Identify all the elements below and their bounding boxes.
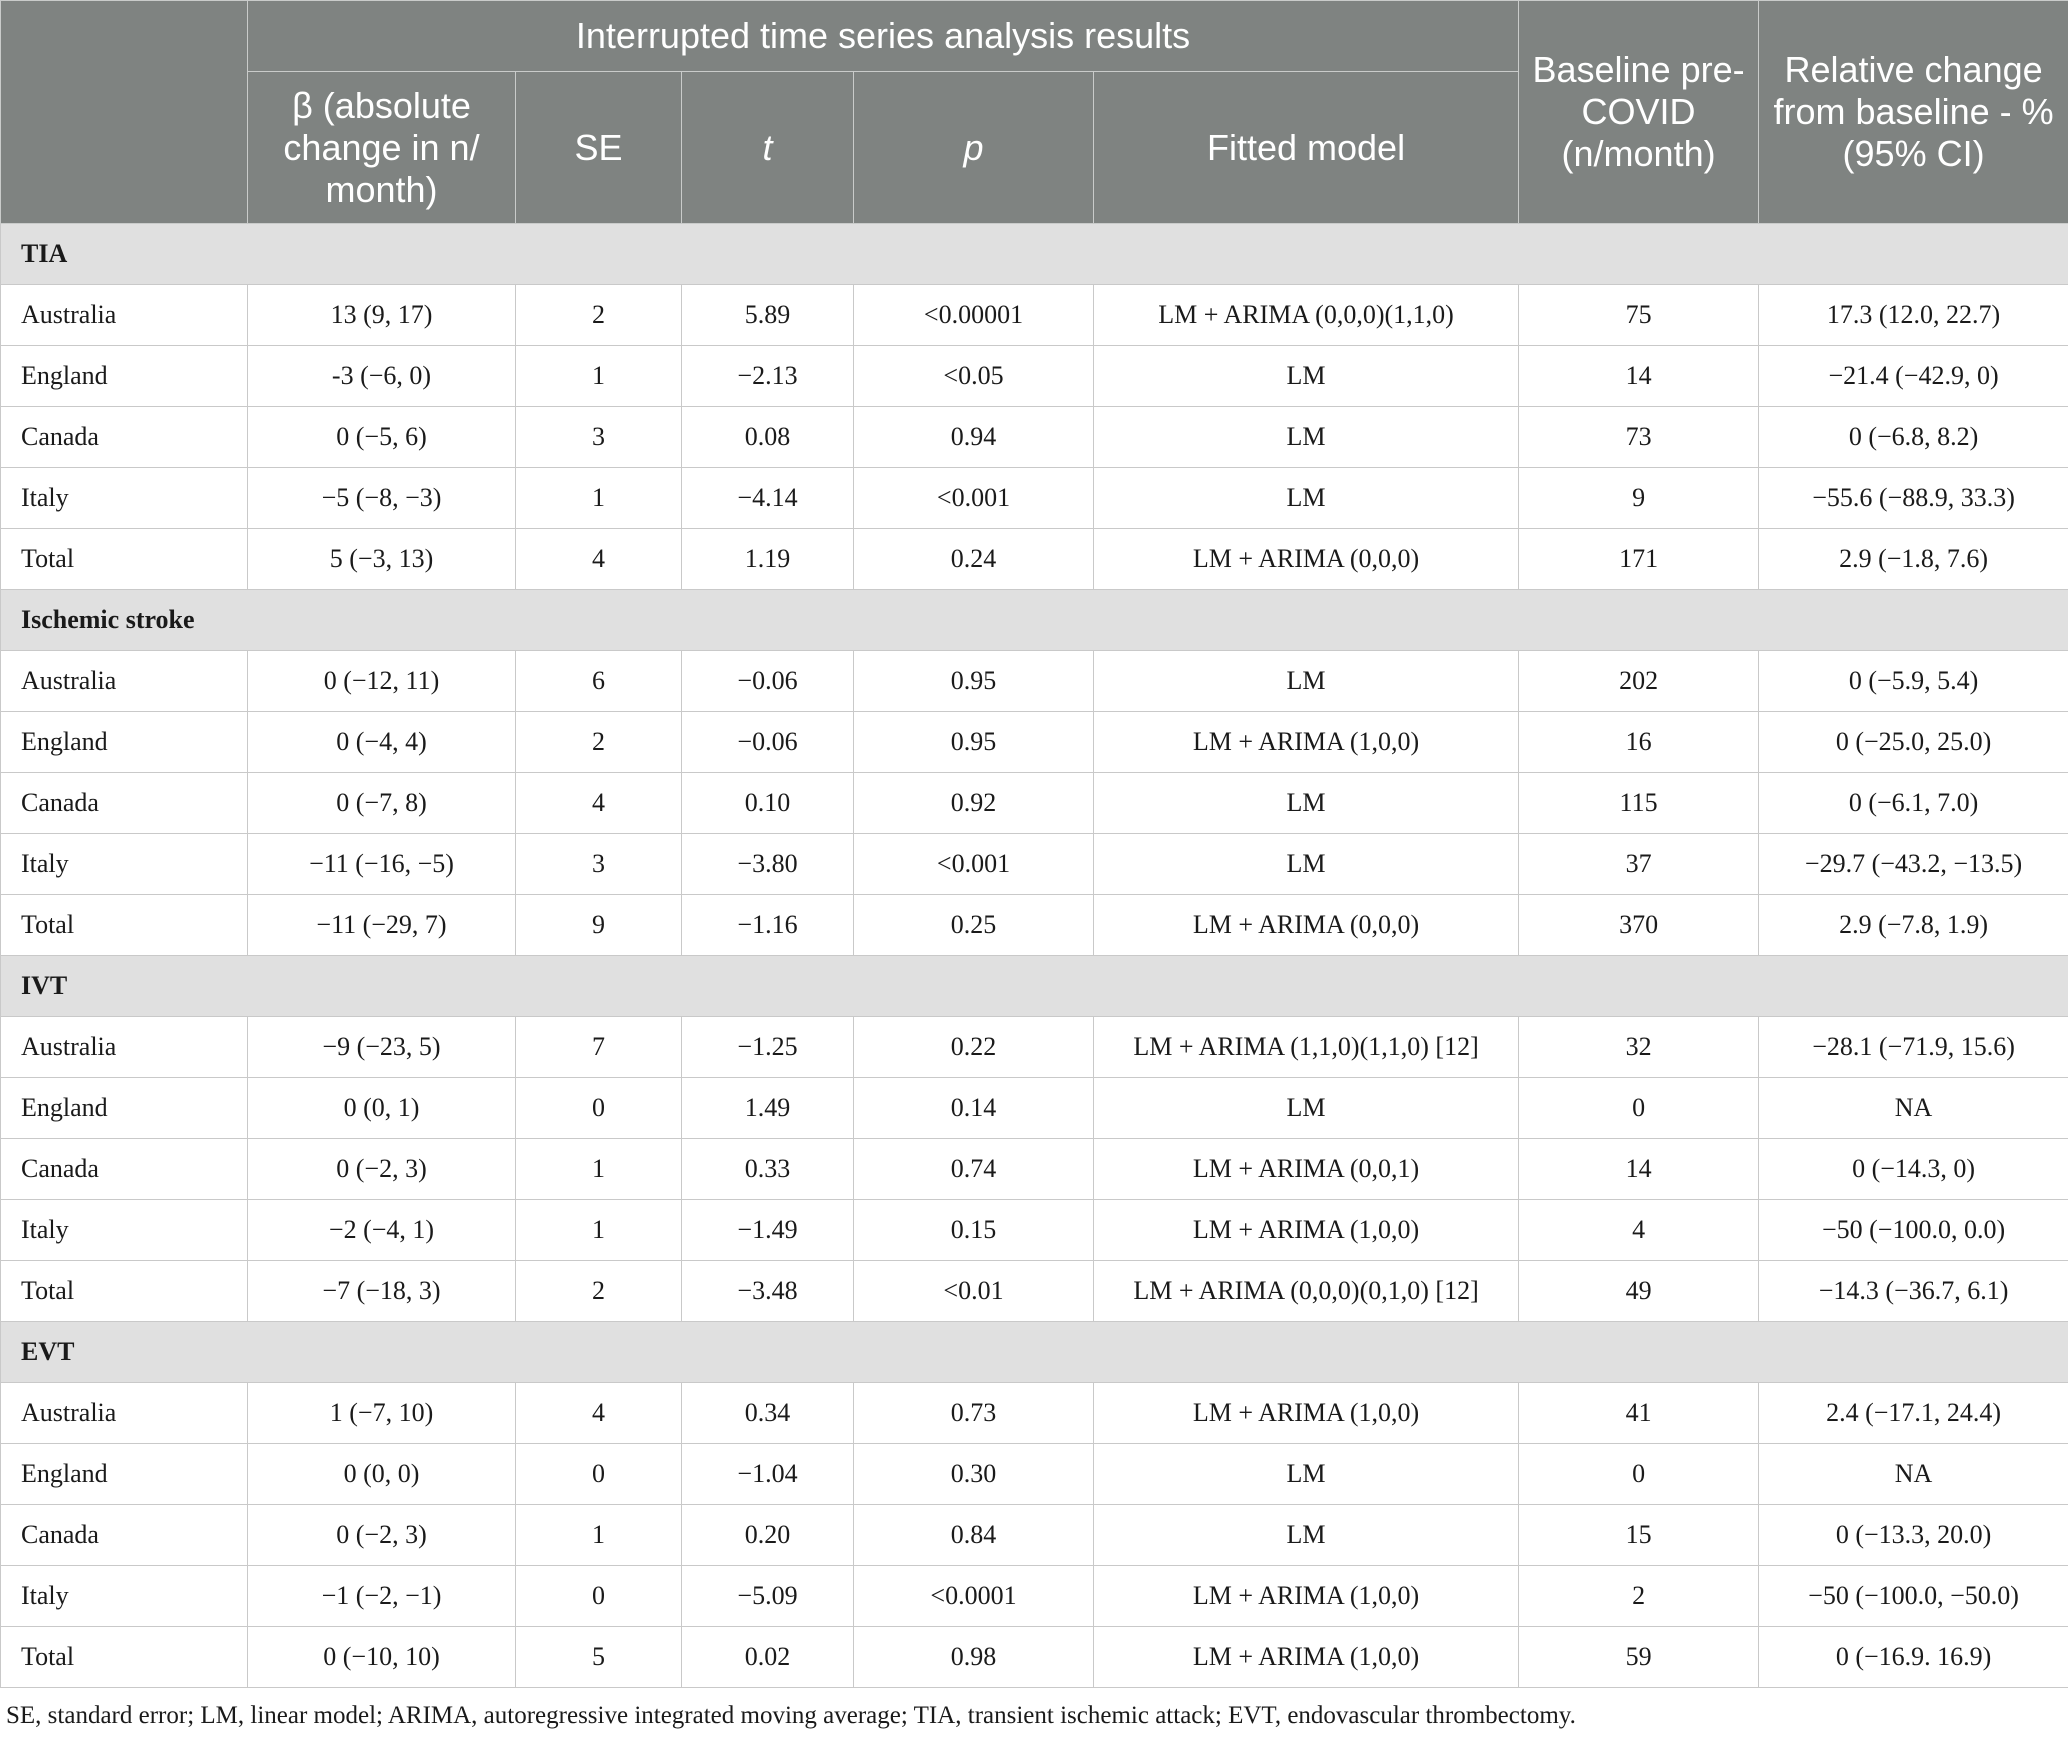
- table-row: [1, 468, 2068, 529]
- section-title: IVT: [1, 956, 2068, 1017]
- table-row: [1, 1078, 2068, 1139]
- section-title: EVT: [1, 1322, 2068, 1383]
- table-row: [1, 712, 2068, 773]
- cell-p: <0.001: [854, 468, 1094, 529]
- cell-fitted-model: LM: [1094, 773, 1519, 834]
- cell-t: −1.04: [682, 1444, 854, 1505]
- cell-relative-change: −55.6 (−88.9, 33.3): [1759, 468, 2068, 529]
- cell-baseline: 37: [1519, 834, 1759, 895]
- cell-baseline: 202: [1519, 651, 1759, 712]
- section-header-row: [1, 590, 2068, 651]
- cell-fitted-model: LM: [1094, 1078, 1519, 1139]
- header-group-title: Interrupted time series analysis results: [248, 1, 1519, 72]
- cell-beta: 0 (−2, 3): [248, 1139, 516, 1200]
- cell-p: 0.98: [854, 1627, 1094, 1688]
- cell-relative-change: 0 (−13.3, 20.0): [1759, 1505, 2068, 1566]
- cell-se: 2: [516, 1261, 682, 1322]
- cell-baseline: 73: [1519, 407, 1759, 468]
- cell-relative-change: 17.3 (12.0, 22.7): [1759, 285, 2068, 346]
- cell-p: 0.74: [854, 1139, 1094, 1200]
- cell-beta: −5 (−8, −3): [248, 468, 516, 529]
- cell-beta: −2 (−4, 1): [248, 1200, 516, 1261]
- cell-beta: 0 (−10, 10): [248, 1627, 516, 1688]
- table-row: [1, 1017, 2068, 1078]
- table-row: [1, 1444, 2068, 1505]
- cell-p: 0.92: [854, 773, 1094, 834]
- cell-t: −0.06: [682, 712, 854, 773]
- cell-fitted-model: LM + ARIMA (0,0,0): [1094, 895, 1519, 956]
- header-t: t: [682, 72, 854, 224]
- cell-fitted-model: LM: [1094, 1505, 1519, 1566]
- cell-se: 5: [516, 1627, 682, 1688]
- cell-country: Canada: [1, 1505, 248, 1566]
- cell-fitted-model: LM + ARIMA (1,0,0): [1094, 712, 1519, 773]
- cell-relative-change: 0 (−25.0, 25.0): [1759, 712, 2068, 773]
- cell-fitted-model: LM: [1094, 834, 1519, 895]
- cell-baseline: 0: [1519, 1078, 1759, 1139]
- table-row: [1, 1627, 2068, 1688]
- cell-country: Total: [1, 1627, 248, 1688]
- cell-country: Canada: [1, 407, 248, 468]
- section-header-row: [1, 224, 2068, 285]
- cell-relative-change: −29.7 (−43.2, −13.5): [1759, 834, 2068, 895]
- table-row: [1, 834, 2068, 895]
- cell-t: −4.14: [682, 468, 854, 529]
- cell-baseline: 59: [1519, 1627, 1759, 1688]
- cell-p: 0.95: [854, 651, 1094, 712]
- cell-beta: 5 (−3, 13): [248, 529, 516, 590]
- table-row: [1, 895, 2068, 956]
- cell-country: Total: [1, 529, 248, 590]
- cell-country: England: [1, 346, 248, 407]
- cell-relative-change: NA: [1759, 1078, 2068, 1139]
- cell-country: Italy: [1, 1200, 248, 1261]
- cell-se: 0: [516, 1444, 682, 1505]
- cell-t: 0.33: [682, 1139, 854, 1200]
- cell-country: Canada: [1, 773, 248, 834]
- cell-p: 0.15: [854, 1200, 1094, 1261]
- cell-p: 0.94: [854, 407, 1094, 468]
- header-se: SE: [516, 72, 682, 224]
- cell-t: 0.02: [682, 1627, 854, 1688]
- cell-t: 5.89: [682, 285, 854, 346]
- cell-relative-change: 2.4 (−17.1, 24.4): [1759, 1383, 2068, 1444]
- table-row: [1, 529, 2068, 590]
- cell-beta: 0 (0, 0): [248, 1444, 516, 1505]
- cell-t: 0.20: [682, 1505, 854, 1566]
- cell-se: 1: [516, 346, 682, 407]
- cell-fitted-model: LM + ARIMA (0,0,0)(1,1,0): [1094, 285, 1519, 346]
- cell-se: 0: [516, 1078, 682, 1139]
- cell-beta: 0 (−7, 8): [248, 773, 516, 834]
- cell-se: 1: [516, 1139, 682, 1200]
- table-body: [1, 224, 2068, 1688]
- cell-beta: -3 (−6, 0): [248, 346, 516, 407]
- cell-p: 0.25: [854, 895, 1094, 956]
- cell-beta: −11 (−29, 7): [248, 895, 516, 956]
- table-row: [1, 285, 2068, 346]
- cell-t: 0.08: [682, 407, 854, 468]
- cell-fitted-model: LM + ARIMA (1,0,0): [1094, 1566, 1519, 1627]
- cell-se: 2: [516, 712, 682, 773]
- cell-t: 0.34: [682, 1383, 854, 1444]
- cell-se: 1: [516, 1505, 682, 1566]
- cell-baseline: 32: [1519, 1017, 1759, 1078]
- cell-relative-change: 0 (−16.9. 16.9): [1759, 1627, 2068, 1688]
- footnote: SE, standard error; LM, linear model; ARIMA, autoregressive integrated moving average; TIA, transient ischemic attack; EVT, endovascular thrombectomy.: [6, 1702, 1576, 1729]
- cell-t: −2.13: [682, 346, 854, 407]
- cell-baseline: 15: [1519, 1505, 1759, 1566]
- cell-relative-change: 2.9 (−1.8, 7.6): [1759, 529, 2068, 590]
- cell-p: 0.22: [854, 1017, 1094, 1078]
- cell-country: England: [1, 1444, 248, 1505]
- table-row: [1, 407, 2068, 468]
- cell-baseline: 4: [1519, 1200, 1759, 1261]
- cell-country: England: [1, 1078, 248, 1139]
- cell-se: 3: [516, 834, 682, 895]
- cell-p: <0.0001: [854, 1566, 1094, 1627]
- cell-baseline: 16: [1519, 712, 1759, 773]
- table-row: [1, 1261, 2068, 1322]
- cell-relative-change: 0 (−5.9, 5.4): [1759, 651, 2068, 712]
- cell-relative-change: 0 (−14.3, 0): [1759, 1139, 2068, 1200]
- cell-t: −1.49: [682, 1200, 854, 1261]
- cell-relative-change: 0 (−6.1, 7.0): [1759, 773, 2068, 834]
- cell-country: Total: [1, 895, 248, 956]
- cell-beta: −7 (−18, 3): [248, 1261, 516, 1322]
- cell-beta: −11 (−16, −5): [248, 834, 516, 895]
- cell-se: 3: [516, 407, 682, 468]
- cell-baseline: 115: [1519, 773, 1759, 834]
- cell-fitted-model: LM + ARIMA (1,0,0): [1094, 1627, 1519, 1688]
- cell-p: <0.001: [854, 834, 1094, 895]
- table-row: [1, 773, 2068, 834]
- cell-p: 0.14: [854, 1078, 1094, 1139]
- cell-fitted-model: LM + ARIMA (1,1,0)(1,1,0) [12]: [1094, 1017, 1519, 1078]
- cell-fitted-model: LM + ARIMA (1,0,0): [1094, 1383, 1519, 1444]
- cell-t: 1.19: [682, 529, 854, 590]
- cell-country: Australia: [1, 1383, 248, 1444]
- cell-baseline: 9: [1519, 468, 1759, 529]
- cell-fitted-model: LM: [1094, 407, 1519, 468]
- cell-se: 4: [516, 773, 682, 834]
- cell-se: 9: [516, 895, 682, 956]
- cell-se: 4: [516, 1383, 682, 1444]
- cell-beta: 1 (−7, 10): [248, 1383, 516, 1444]
- cell-beta: 0 (−12, 11): [248, 651, 516, 712]
- cell-country: Australia: [1, 1017, 248, 1078]
- table-row: [1, 1200, 2068, 1261]
- cell-relative-change: −28.1 (−71.9, 15.6): [1759, 1017, 2068, 1078]
- cell-p: 0.95: [854, 712, 1094, 773]
- cell-country: Italy: [1, 1566, 248, 1627]
- cell-baseline: 171: [1519, 529, 1759, 590]
- cell-country: Australia: [1, 651, 248, 712]
- cell-t: 0.10: [682, 773, 854, 834]
- cell-relative-change: NA: [1759, 1444, 2068, 1505]
- cell-beta: 0 (−2, 3): [248, 1505, 516, 1566]
- cell-beta: 0 (0, 1): [248, 1078, 516, 1139]
- cell-fitted-model: LM + ARIMA (0,0,0)(0,1,0) [12]: [1094, 1261, 1519, 1322]
- cell-beta: 0 (−5, 6): [248, 407, 516, 468]
- cell-beta: 0 (−4, 4): [248, 712, 516, 773]
- cell-t: −3.80: [682, 834, 854, 895]
- cell-baseline: 14: [1519, 346, 1759, 407]
- header-fitted-model: Fitted model: [1094, 72, 1519, 224]
- cell-relative-change: −50 (−100.0, −50.0): [1759, 1566, 2068, 1627]
- header-empty-cell: [1, 1, 248, 224]
- cell-fitted-model: LM + ARIMA (0,0,0): [1094, 529, 1519, 590]
- cell-fitted-model: LM + ARIMA (0,0,1): [1094, 1139, 1519, 1200]
- cell-t: −3.48: [682, 1261, 854, 1322]
- cell-beta: −9 (−23, 5): [248, 1017, 516, 1078]
- table-row: [1, 1505, 2068, 1566]
- cell-p: 0.73: [854, 1383, 1094, 1444]
- table-row: [1, 651, 2068, 712]
- cell-country: Australia: [1, 285, 248, 346]
- table-row: [1, 1139, 2068, 1200]
- cell-relative-change: 2.9 (−7.8, 1.9): [1759, 895, 2068, 956]
- cell-relative-change: −50 (−100.0, 0.0): [1759, 1200, 2068, 1261]
- cell-relative-change: 0 (−6.8, 8.2): [1759, 407, 2068, 468]
- cell-baseline: 41: [1519, 1383, 1759, 1444]
- cell-baseline: 75: [1519, 285, 1759, 346]
- cell-t: 1.49: [682, 1078, 854, 1139]
- table-row: [1, 1383, 2068, 1444]
- section-header-row: [1, 1322, 2068, 1383]
- cell-country: Canada: [1, 1139, 248, 1200]
- cell-baseline: 49: [1519, 1261, 1759, 1322]
- cell-fitted-model: LM: [1094, 1444, 1519, 1505]
- cell-t: −0.06: [682, 651, 854, 712]
- cell-baseline: 2: [1519, 1566, 1759, 1627]
- cell-se: 4: [516, 529, 682, 590]
- cell-se: 1: [516, 468, 682, 529]
- cell-se: 0: [516, 1566, 682, 1627]
- cell-relative-change: −21.4 (−42.9, 0): [1759, 346, 2068, 407]
- section-title: Ischemic stroke: [1, 590, 2068, 651]
- header-baseline: Baseline pre-COVID (n/month): [1519, 1, 1759, 224]
- cell-se: 7: [516, 1017, 682, 1078]
- cell-fitted-model: LM: [1094, 468, 1519, 529]
- cell-p: 0.84: [854, 1505, 1094, 1566]
- header-relative-change: Relative change from baseline - % (95% CI): [1759, 1, 2068, 224]
- cell-p: 0.24: [854, 529, 1094, 590]
- cell-t: −5.09: [682, 1566, 854, 1627]
- cell-country: Total: [1, 1261, 248, 1322]
- cell-fitted-model: LM: [1094, 651, 1519, 712]
- cell-country: Italy: [1, 468, 248, 529]
- cell-fitted-model: LM + ARIMA (1,0,0): [1094, 1200, 1519, 1261]
- section-title: TIA: [1, 224, 2068, 285]
- cell-beta: 13 (9, 17): [248, 285, 516, 346]
- cell-country: Italy: [1, 834, 248, 895]
- cell-p: <0.01: [854, 1261, 1094, 1322]
- cell-beta: −1 (−2, −1): [248, 1566, 516, 1627]
- cell-p: 0.30: [854, 1444, 1094, 1505]
- cell-baseline: 370: [1519, 895, 1759, 956]
- section-header-row: [1, 956, 2068, 1017]
- cell-se: 1: [516, 1200, 682, 1261]
- cell-t: −1.16: [682, 895, 854, 956]
- cell-p: <0.05: [854, 346, 1094, 407]
- cell-t: −1.25: [682, 1017, 854, 1078]
- header-beta: β (absolute change in n/ month): [248, 72, 516, 224]
- table-row: [1, 346, 2068, 407]
- cell-p: <0.00001: [854, 285, 1094, 346]
- cell-country: England: [1, 712, 248, 773]
- cell-baseline: 14: [1519, 1139, 1759, 1200]
- cell-se: 6: [516, 651, 682, 712]
- cell-fitted-model: LM: [1094, 346, 1519, 407]
- cell-se: 2: [516, 285, 682, 346]
- cell-baseline: 0: [1519, 1444, 1759, 1505]
- cell-relative-change: −14.3 (−36.7, 6.1): [1759, 1261, 2068, 1322]
- table-row: [1, 1566, 2068, 1627]
- header-p: p: [854, 72, 1094, 224]
- table-header: [1, 1, 2068, 224]
